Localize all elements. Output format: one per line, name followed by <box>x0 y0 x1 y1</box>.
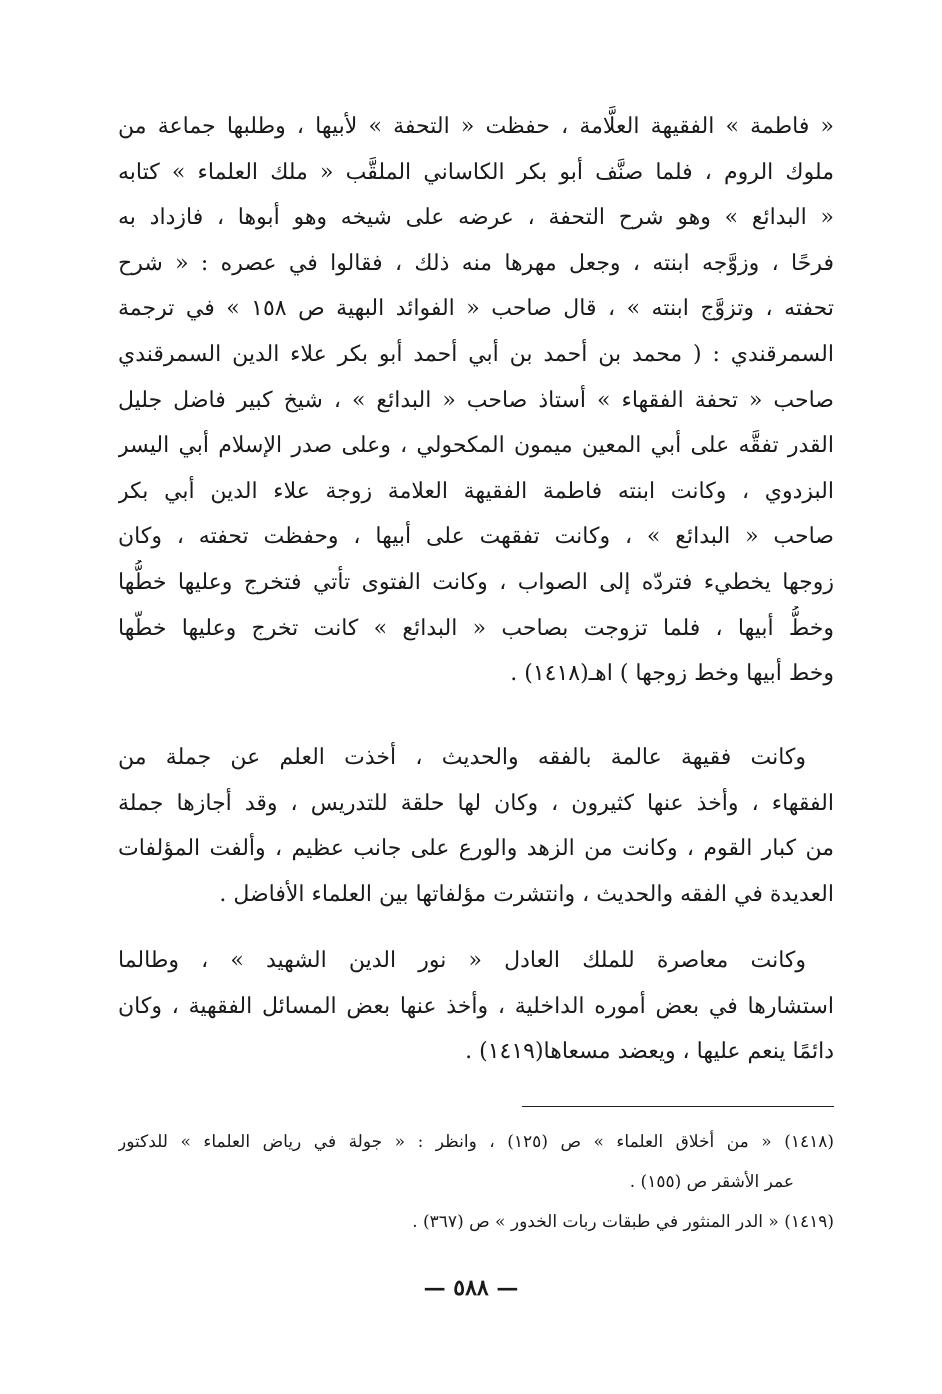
footnote-1418-continuation: عمر الأشقر ص (١٥٥) . <box>629 1172 794 1192</box>
text-line: ملوك الروم ، فلما صنَّف أبو بكر الكاساني الملقَّب « ملك العلماء » كتابه <box>118 159 834 185</box>
text-line: صاحب « البدائع » ، وكانت تفقهت على أبيها ، وحفظت تحفته ، وكان <box>118 524 834 550</box>
text-line: دائمًا ينعم عليها ، ويعضد مسعاها(١٤١٩) . <box>465 1039 834 1065</box>
text-line: « البدائع » وهو شرح التحفة ، عرضه على شيخه وهو أبوها ، فازداد به <box>118 205 834 231</box>
footnote-1419: (١٤١٩) « الدر المنثور في طبقات ربات الخدور » ص (٣٦٧) . <box>412 1212 834 1232</box>
text-line: تحفته ، وتزوَّج ابنته » ، قال صاحب « الفوائد البهية ص ١٥٨ » في ترجمة <box>118 296 834 322</box>
text-line: زوجها يخطيء فتردّه إلى الصواب ، وكانت الفتوى تأتي فتخرج وعليها خطُّها <box>118 569 834 595</box>
footnote-divider <box>522 1106 834 1107</box>
text-line: صاحب « تحفة الفقهاء » أستاذ صاحب « البدائع » ، شيخ كبير فاضل جليل <box>118 387 834 413</box>
paragraph-fatima-biography <box>118 104 834 697</box>
page-number: — ٥٨٨ — <box>423 1275 519 1301</box>
text-line: البزدوي ، وكانت ابنته فاطمة الفقيهة العلامة زوجة علاء الدين أبي بكر <box>118 478 834 504</box>
text-line: العديدة في الفقه والحديث ، وانتشرت مؤلفاتها بين العلماء الأفاضل . <box>219 881 834 907</box>
footnotes <box>118 1122 834 1242</box>
text-line: من كبار القوم ، وكانت من الزهد والورع على جانب عظيم ، وألفت المؤلفات <box>118 836 834 862</box>
footnote-1418: (١٤١٨) « من أخلاق العلماء » ص (١٢٥) ، وانظر : « جولة في رياض العلماء » للدكتور <box>118 1132 834 1152</box>
paragraph-nur-al-din <box>118 938 834 1075</box>
text-line: وخطُّ أبيها ، فلما تزوجت بصاحب « البدائع » كانت تخرج وعليها خطّها <box>118 615 834 641</box>
text-line: وخط أبيها وخط زوجها ) اهـ(١٤١٨) . <box>510 661 834 687</box>
text-line: فرحًا ، وزوَّجه ابنته ، وجعل مهرها منه ذلك ، فقالوا في عصره : « شرح <box>118 250 834 276</box>
text-line: وكانت معاصرة للملك العادل « نور الدين الشهيد » ، وطالما <box>118 948 806 973</box>
text-line: « فاطمة » الفقيهة العلَّامة ، حفظت « التحفة » لأبيها ، وطلبها جماعة من <box>118 114 834 139</box>
text-line: القدر تفقَّه على أبي المعين ميمون المكحولي ، وعلى صدر الإسلام أبي اليسر <box>118 433 834 459</box>
text-line: السمرقندي : ( محمد بن أحمد بن أبي أحمد أبو بكر علاء الدين السمرقندي <box>118 341 834 367</box>
text-line: استشارها في بعض أموره الداخلية ، وأخذ عنها بعض المسائل الفقهية ، وكان <box>118 993 834 1019</box>
text-line: وكانت فقيهة عالمة بالفقه والحديث ، أخذت العلم عن جملة من <box>118 745 806 770</box>
text-line: الفقهاء ، وأخذ عنها كثيرون ، وكان لها حلقة للتدريس ، وقد أجازها جملة <box>118 790 834 816</box>
paragraph-scholarship <box>118 735 834 917</box>
